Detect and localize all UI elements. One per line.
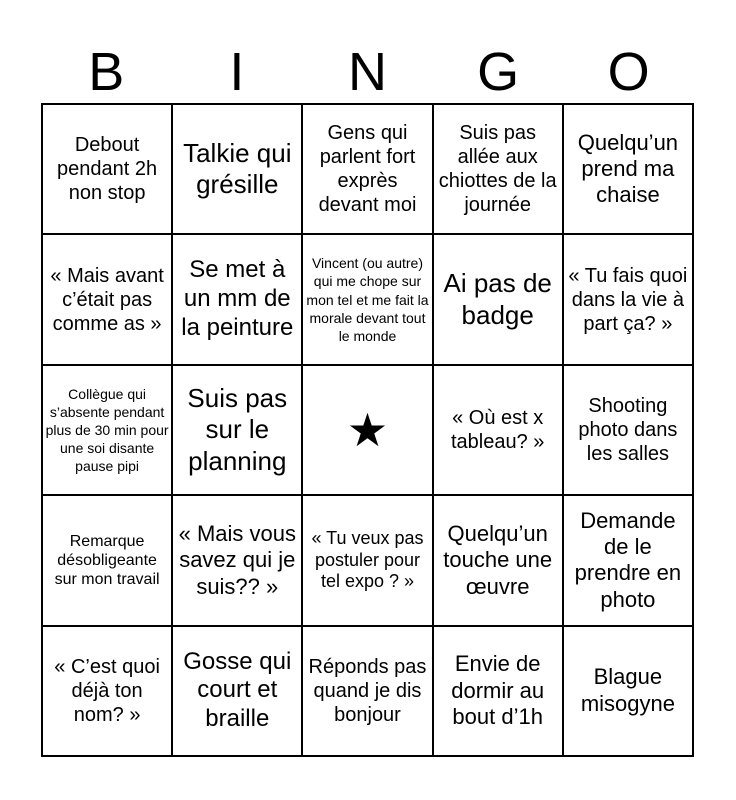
bingo-cell-r3c5[interactable] (563, 365, 693, 495)
bingo-cell-text: Quelqu’un prend ma chaise (577, 129, 679, 208)
bingo-cell-r4c1[interactable] (42, 495, 172, 625)
bingo-cell-text: Collègue qui s’absente pendant plus de 30 min pour une soi disante pause pipi (45, 385, 169, 475)
bingo-cell-r4c3[interactable] (302, 495, 432, 625)
bingo-cell-text: Gens qui parlent fort exprès devant moi (318, 122, 417, 217)
bingo-cell-r1c3[interactable] (302, 104, 432, 234)
bingo-cell-text: « Où est x tableau? » (450, 406, 545, 453)
bingo-title-letter-g: G (477, 41, 520, 102)
bingo-cell-r1c4[interactable] (433, 104, 563, 234)
bingo-cell-r1c5[interactable] (563, 104, 693, 234)
bingo-cell-text: Suis pas allée aux chiottes de la journée (438, 122, 557, 217)
bingo-cell-r3c4[interactable] (433, 365, 563, 495)
bingo-cell-text: « Tu veux pas postuler pour tel expo ? » (311, 528, 424, 592)
bingo-cell-text: Remarque désobligeante sur mon travail (54, 532, 160, 588)
bingo-grid (41, 103, 694, 757)
bingo-cell-r2c4[interactable] (433, 234, 563, 364)
bingo-cell-r2c3[interactable] (302, 234, 432, 364)
bingo-cell-r4c2[interactable] (172, 495, 302, 625)
bingo-free-space-cell[interactable] (302, 365, 432, 495)
bingo-cell-text: « Tu fais quoi dans la vie à part ça? » (568, 264, 688, 335)
bingo-cell-r1c2[interactable] (172, 104, 302, 234)
bingo-cell-text: Talkie qui grésille (183, 138, 292, 200)
bingo-cell-r2c2[interactable] (172, 234, 302, 364)
bingo-cell-r5c2[interactable] (172, 626, 302, 756)
bingo-cell-text: Blague misogyne (580, 664, 675, 716)
bingo-title-letter-o: O (607, 41, 650, 102)
bingo-cell-text: Ai pas de badge (443, 268, 552, 330)
bingo-cell-text: Shooting photo dans les salles (578, 394, 678, 465)
bingo-title (41, 34, 694, 102)
star-icon: ★ (346, 403, 389, 456)
bingo-cell-text: Quelqu’un touche une œuvre (443, 520, 553, 599)
bingo-cell-text: « Mais vous savez qui je suis?? » (178, 520, 296, 599)
bingo-cell-r5c5[interactable] (563, 626, 693, 756)
bingo-cell-r3c1[interactable] (42, 365, 172, 495)
bingo-cell-r1c1[interactable] (42, 104, 172, 234)
bingo-cell-r3c2[interactable] (172, 365, 302, 495)
bingo-cell-r2c5[interactable] (563, 234, 693, 364)
bingo-cell-r5c4[interactable] (433, 626, 563, 756)
bingo-cell-text: « Mais avant c’était pas comme as » (50, 264, 164, 335)
bingo-cell-text: Debout pendant 2h non stop (57, 134, 158, 205)
bingo-cell-text: Demande de le prendre en photo (574, 507, 682, 612)
bingo-cell-r5c1[interactable] (42, 626, 172, 756)
bingo-cell-text: Suis pas sur le planning (187, 383, 288, 476)
bingo-cell-r5c3[interactable] (302, 626, 432, 756)
bingo-cell-text: Vincent (ou autre) qui me chope sur mon tel et me fait la morale devant tout le monde (306, 255, 429, 344)
bingo-cell-text: Se met à un mm de la peinture (181, 256, 294, 341)
bingo-title-letter-b: B (88, 41, 125, 102)
bingo-cell-text: Réponds pas quand je dis bonjour (308, 655, 427, 726)
bingo-cell-text: Gosse qui court et braille (183, 647, 292, 733)
bingo-title-letter-i: I (229, 41, 245, 102)
bingo-cell-text: Envie de dormir au bout d’1h (451, 651, 545, 729)
bingo-cell-text: « C’est quoi déjà ton nom? » (54, 655, 160, 726)
bingo-title-letter-n: N (347, 41, 387, 102)
bingo-cell-r4c5[interactable] (563, 495, 693, 625)
bingo-cell-r2c1[interactable] (42, 234, 172, 364)
bingo-cell-r4c4[interactable] (433, 495, 563, 625)
